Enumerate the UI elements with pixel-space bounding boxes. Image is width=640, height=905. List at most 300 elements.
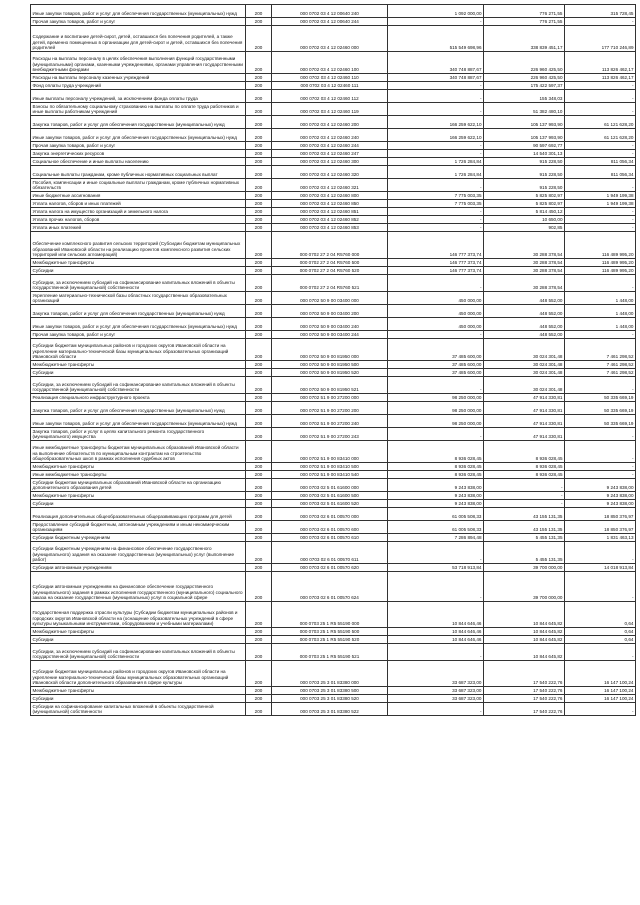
expense-name-cell: Субсидии xyxy=(31,369,246,377)
executed-amount-cell: 17 540 222,76 xyxy=(484,661,565,687)
executed-amount-cell: 47 914 330,81 xyxy=(484,394,565,402)
executed-amount-cell: 5 825 802,97 xyxy=(484,192,565,200)
executed-amount-cell: 43 155 131,35 xyxy=(484,508,565,521)
line-code-cell: 200 xyxy=(246,479,272,492)
budget-classification-code-cell: 000 0702 03 4 12 02460 111 xyxy=(272,82,388,90)
executed-amount-cell: 14 540 301,13 xyxy=(484,150,565,158)
line-code-cell: 200 xyxy=(246,492,272,500)
expense-name-cell: Фонд оплаты труда учреждений xyxy=(31,82,246,90)
line-code-cell: 200 xyxy=(246,259,272,267)
table-row xyxy=(31,52,636,74)
executed-amount-cell: 47 914 330,81 xyxy=(484,415,565,428)
budget-classification-code-cell: 000 0702 03 4 12 02460 852 xyxy=(272,216,388,224)
executed-amount-cell: 915 228,50 xyxy=(484,158,565,166)
executed-amount-cell: 338 839 451,17 xyxy=(484,26,565,52)
line-code-cell: 200 xyxy=(246,463,272,471)
executed-amount-cell: 30 024 301,48 xyxy=(484,339,565,361)
table-row xyxy=(31,267,636,275)
expense-name-cell: Иные закупки товаров, работ и услуг для обеспечения государственных (муниципальных) нужд xyxy=(31,318,246,331)
table-row xyxy=(31,369,636,377)
approved-amount-cell: 146 777 373,74 xyxy=(388,259,484,267)
table-row xyxy=(31,402,636,415)
executed-amount-cell: 17 540 222,76 xyxy=(484,687,565,695)
line-code-cell: 200 xyxy=(246,703,272,716)
line-code-cell: 200 xyxy=(246,644,272,661)
budget-classification-code-cell: 000 0702 03 4 12 02460 240 xyxy=(272,129,388,142)
table-row xyxy=(31,463,636,471)
expense-name-cell: Иные закупки товаров, работ и услуг для обеспечения государственных (муниципальных) нужд xyxy=(31,415,246,428)
line-code-cell: 200 xyxy=(246,361,272,369)
approved-amount-cell: 9 243 838,00 xyxy=(388,479,484,492)
line-code-cell: 200 xyxy=(246,471,272,479)
unexecuted-amount-cell: 1 448,00 xyxy=(565,305,636,318)
executed-amount-cell: 8 936 028,45 xyxy=(484,463,565,471)
line-code-cell: 200 xyxy=(246,369,272,377)
table-row xyxy=(31,259,636,267)
unexecuted-amount-cell: 116 489 995,20 xyxy=(565,259,636,267)
approved-amount-cell: 146 777 373,74 xyxy=(388,267,484,275)
unexecuted-amount-cell: - xyxy=(565,103,636,116)
approved-amount-cell: - xyxy=(388,208,484,216)
budget-classification-code-cell: 000 0702 27 2 04 R5760 521 xyxy=(272,275,388,292)
table-row xyxy=(31,687,636,695)
budget-classification-code-cell: 000 0703 25 3 01 83380 000 xyxy=(272,661,388,687)
expense-name-cell: Иные бюджетные ассигнования xyxy=(31,192,246,200)
approved-amount-cell: 33 687 323,00 xyxy=(388,695,484,703)
approved-amount-cell: 9 243 838,00 xyxy=(388,500,484,508)
executed-amount-cell: 776 271,55 xyxy=(484,5,565,18)
approved-amount-cell: - xyxy=(388,150,484,158)
unexecuted-amount-cell: 9 243 838,00 xyxy=(565,479,636,492)
expense-name-cell: Субсидии xyxy=(31,636,246,644)
approved-amount-cell: 98 250 000,00 xyxy=(388,394,484,402)
table-row xyxy=(31,5,636,18)
table-row xyxy=(31,534,636,542)
unexecuted-amount-cell: 1 448,00 xyxy=(565,292,636,305)
expense-name-cell: Субсидии xyxy=(31,500,246,508)
budget-classification-code-cell: 000 0703 02 6 01 00570 610 xyxy=(272,534,388,542)
unexecuted-amount-cell: - xyxy=(565,471,636,479)
unexecuted-amount-cell: - xyxy=(565,703,636,716)
line-code-cell: 200 xyxy=(246,5,272,18)
executed-amount-cell: 30 024 301,48 xyxy=(484,361,565,369)
expense-name-cell: Предоставление субсидий бюджетным, автономным учреждениям и иным некоммерческим организациям xyxy=(31,521,246,534)
expense-name-cell: Реализация дополнительных общеобразовательных общеразвивающих программ для детей xyxy=(31,508,246,521)
unexecuted-amount-cell: 116 489 995,20 xyxy=(565,267,636,275)
budget-classification-code-cell: 000 0702 51 9 00 83410 540 xyxy=(272,471,388,479)
table-row xyxy=(31,361,636,369)
unexecuted-amount-cell: - xyxy=(565,542,636,564)
unexecuted-amount-cell: - xyxy=(565,142,636,150)
approved-amount-cell: 1 726 284,84 xyxy=(388,166,484,179)
budget-classification-code-cell: 000 0702 03 4 12 02460 100 xyxy=(272,52,388,74)
executed-amount-cell: 30 024 301,48 xyxy=(484,377,565,394)
table-row xyxy=(31,18,636,26)
executed-amount-cell: 30 288 378,54 xyxy=(484,232,565,259)
expense-name-cell: Взносы по обязательному социальному страхованию на выплаты по оплате труда работников и иные выплаты работникам учреждений xyxy=(31,103,246,116)
unexecuted-amount-cell: 0,64 xyxy=(565,636,636,644)
budget-classification-code-cell: 000 0702 51 9 00 27200 000 xyxy=(272,394,388,402)
approved-amount-cell: 10 844 646,46 xyxy=(388,602,484,628)
executed-amount-cell: 10 844 645,82 xyxy=(484,636,565,644)
expense-name-cell: Иные закупки товаров, работ и услуг для обеспечения государственных (муниципальных) нужд xyxy=(31,129,246,142)
approved-amount-cell: - xyxy=(388,82,484,90)
expense-name-cell: Субсидии бюджетам муниципальных образований Ивановской области на организацию дополнительного образования детей xyxy=(31,479,246,492)
budget-classification-code-cell: 000 0702 03 4 12 02460 300 xyxy=(272,158,388,166)
approved-amount-cell: 450 000,00 xyxy=(388,318,484,331)
approved-amount-cell: 53 718 913,84 xyxy=(388,564,484,572)
expense-name-cell: Закупка товаров, работ и услуг для обеспечения государственных (муниципальных) нужд xyxy=(31,305,246,318)
expense-name-cell: Прочая закупка товаров, работ и услуг xyxy=(31,142,246,150)
approved-amount-cell: - xyxy=(388,428,484,441)
expense-name-cell: Расходы на выплаты персоналу в целях обеспечения выполнения функций государственными (муниципальными) органами, казенными учреждениями, органами управления государственными внебюджетными фондами xyxy=(31,52,246,74)
budget-classification-code-cell: 000 0703 25 1 R5 55190 521 xyxy=(272,644,388,661)
unexecuted-amount-cell: - xyxy=(565,463,636,471)
approved-amount-cell: 61 005 508,33 xyxy=(388,521,484,534)
expense-name-cell: Прочая закупка товаров, работ и услуг xyxy=(31,18,246,26)
unexecuted-amount-cell: 113 826 462,17 xyxy=(565,52,636,74)
unexecuted-amount-cell: 9 243 838,00 xyxy=(565,492,636,500)
approved-amount-cell: - xyxy=(388,18,484,26)
table-row xyxy=(31,318,636,331)
approved-amount-cell: 8 936 028,45 xyxy=(388,441,484,463)
table-row xyxy=(31,508,636,521)
line-code-cell: 200 xyxy=(246,602,272,628)
expense-name-cell: Межбюджетные трансферты xyxy=(31,492,246,500)
budget-classification-code-cell: 000 0703 02 6 01 00570 000 xyxy=(272,508,388,521)
line-code-cell: 200 xyxy=(246,26,272,52)
budget-classification-code-cell: 000 0703 25 1 R5 55190 500 xyxy=(272,628,388,636)
budget-classification-code-cell: 000 0702 50 9 00 03400 244 xyxy=(272,331,388,339)
line-code-cell: 200 xyxy=(246,394,272,402)
line-code-cell: 200 xyxy=(246,402,272,415)
unexecuted-amount-cell: 50 335 669,19 xyxy=(565,415,636,428)
expense-name-cell: Субсидии бюджетным учреждениям xyxy=(31,534,246,542)
expense-name-cell: Закупка товаров, работ и услуг для обеспечения государственных (муниципальных) нужд xyxy=(31,402,246,415)
unexecuted-amount-cell: - xyxy=(565,216,636,224)
line-code-cell: 200 xyxy=(246,441,272,463)
budget-execution-table xyxy=(30,4,636,716)
table-row xyxy=(31,661,636,687)
executed-amount-cell: 448 552,00 xyxy=(484,292,565,305)
expense-name-cell: Уплата прочих налогов, сборов xyxy=(31,216,246,224)
budget-classification-code-cell: 000 0702 03 4 12 02460 800 xyxy=(272,192,388,200)
line-code-cell: 200 xyxy=(246,192,272,200)
table-row xyxy=(31,74,636,82)
executed-amount-cell: 51 382 480,10 xyxy=(484,103,565,116)
unexecuted-amount-cell: - xyxy=(565,150,636,158)
approved-amount-cell: 37 485 600,00 xyxy=(388,339,484,361)
unexecuted-amount-cell: 7 461 298,52 xyxy=(565,361,636,369)
table-row xyxy=(31,471,636,479)
budget-classification-code-cell: 000 0702 50 9 00 03400 000 xyxy=(272,292,388,305)
table-row xyxy=(31,394,636,402)
budget-classification-code-cell: 000 0702 27 2 04 R5760 500 xyxy=(272,259,388,267)
line-code-cell: 200 xyxy=(246,572,272,602)
expense-name-cell: Иные межбюджетные трансферты бюджетам муниципальных образований Ивановской области на выполнение обязательств по муниципальным контрактам на строительство общеобразовательных школ в рамках исполнения судебных актов xyxy=(31,441,246,463)
unexecuted-amount-cell: 7 461 298,52 xyxy=(565,339,636,361)
unexecuted-amount-cell: 116 489 995,20 xyxy=(565,232,636,259)
budget-classification-code-cell: 000 0703 02 6 01 00570 620 xyxy=(272,564,388,572)
line-code-cell: 200 xyxy=(246,542,272,564)
table-row xyxy=(31,377,636,394)
line-code-cell: 200 xyxy=(246,216,272,224)
budget-classification-code-cell: 000 0703 02 6 01 00570 624 xyxy=(272,572,388,602)
unexecuted-amount-cell: 18 850 376,97 xyxy=(565,508,636,521)
approved-amount-cell: 340 748 887,67 xyxy=(388,52,484,74)
budget-classification-code-cell: 000 0702 03 4 12 02460 200 xyxy=(272,116,388,129)
unexecuted-amount-cell: 315 728,45 xyxy=(565,5,636,18)
approved-amount-cell: - xyxy=(388,542,484,564)
executed-amount-cell: 30 024 301,48 xyxy=(484,369,565,377)
expense-name-cell: Субсидии, за исключением субсидий на софинансирование капитальных вложений в объекты государственной (муниципальной) собственности xyxy=(31,377,246,394)
expense-name-cell: Субсидии на софинансирование капитальных вложений в объекты государственной (муниципальной) собственности xyxy=(31,703,246,716)
line-code-cell: 200 xyxy=(246,534,272,542)
table-row xyxy=(31,275,636,292)
executed-amount-cell: 5 455 131,35 xyxy=(484,542,565,564)
executed-amount-cell: 43 155 131,35 xyxy=(484,521,565,534)
budget-classification-code-cell: 000 0702 50 9 00 81950 521 xyxy=(272,377,388,394)
line-code-cell: 200 xyxy=(246,52,272,74)
unexecuted-amount-cell: - xyxy=(565,331,636,339)
line-code-cell: 200 xyxy=(246,508,272,521)
expense-name-cell: Пособия, компенсации и иные социальные выплаты гражданам, кроме публичных нормативных обязательств xyxy=(31,179,246,192)
table-row xyxy=(31,441,636,463)
table-row xyxy=(31,232,636,259)
approved-amount-cell: 98 250 000,00 xyxy=(388,415,484,428)
table-row xyxy=(31,521,636,534)
approved-amount-cell: 8 936 028,45 xyxy=(388,471,484,479)
unexecuted-amount-cell: - xyxy=(565,224,636,232)
table-row xyxy=(31,166,636,179)
approved-amount-cell: 1 092 000,00 xyxy=(388,5,484,18)
line-code-cell: 200 xyxy=(246,428,272,441)
unexecuted-amount-cell: 177 710 246,89 xyxy=(565,26,636,52)
approved-amount-cell: - xyxy=(388,90,484,103)
approved-amount-cell: 7 775 003,35 xyxy=(388,192,484,200)
line-code-cell: 200 xyxy=(246,500,272,508)
table-row xyxy=(31,158,636,166)
budget-classification-code-cell: 000 0702 03 4 12 02460 320 xyxy=(272,166,388,179)
unexecuted-amount-cell: 113 826 462,17 xyxy=(565,74,636,82)
approved-amount-cell: - xyxy=(388,142,484,150)
executed-amount-cell: 30 288 378,54 xyxy=(484,259,565,267)
executed-amount-cell: 5 455 131,35 xyxy=(484,534,565,542)
expense-name-cell: Закупка товаров, работ и услуг в целях капитального ремонта государственного (муниципального) имущества xyxy=(31,428,246,441)
expense-name-cell: Закупка энергетических ресурсов xyxy=(31,150,246,158)
unexecuted-amount-cell: - xyxy=(565,208,636,216)
approved-amount-cell: - xyxy=(388,103,484,116)
budget-classification-code-cell: 000 0702 50 9 00 03400 200 xyxy=(272,305,388,318)
expense-name-cell: Иные межбюджетные трансферты xyxy=(31,471,246,479)
budget-classification-code-cell: 000 0702 50 9 00 81950 520 xyxy=(272,369,388,377)
budget-classification-code-cell: 000 0702 51 9 00 27200 200 xyxy=(272,402,388,415)
table-row xyxy=(31,628,636,636)
table-row xyxy=(31,602,636,628)
table-row xyxy=(31,103,636,116)
approved-amount-cell: - xyxy=(388,703,484,716)
budget-classification-code-cell: 000 0702 03 4 12 02460 853 xyxy=(272,224,388,232)
line-code-cell: 200 xyxy=(246,695,272,703)
line-code-cell: 200 xyxy=(246,116,272,129)
budget-classification-code-cell: 000 0702 03 4 12 02460 119 xyxy=(272,103,388,116)
table-row xyxy=(31,142,636,150)
table-row xyxy=(31,331,636,339)
unexecuted-amount-cell: 0,64 xyxy=(565,628,636,636)
budget-classification-code-cell: 000 0702 51 9 00 27200 243 xyxy=(272,428,388,441)
approved-amount-cell: 10 844 646,46 xyxy=(388,628,484,636)
approved-amount-cell: - xyxy=(388,377,484,394)
budget-classification-code-cell: 000 0702 03 4 12 02460 247 xyxy=(272,150,388,158)
unexecuted-amount-cell: - xyxy=(565,82,636,90)
budget-classification-code-cell: 000 0702 50 9 00 03400 240 xyxy=(272,318,388,331)
unexecuted-amount-cell: 16 147 100,24 xyxy=(565,687,636,695)
unexecuted-amount-cell: 50 335 669,19 xyxy=(565,402,636,415)
executed-amount-cell: 10 844 645,82 xyxy=(484,602,565,628)
table-row xyxy=(31,644,636,661)
budget-classification-code-cell: 000 0703 25 3 01 83380 522 xyxy=(272,703,388,716)
approved-amount-cell: 33 687 323,00 xyxy=(388,687,484,695)
executed-amount-cell: 776 271,55 xyxy=(484,18,565,26)
executed-amount-cell: 10 844 645,82 xyxy=(484,628,565,636)
line-code-cell: 200 xyxy=(246,90,272,103)
approved-amount-cell: 10 844 646,46 xyxy=(388,636,484,644)
approved-amount-cell: 9 243 838,00 xyxy=(388,492,484,500)
executed-amount-cell: 17 540 222,76 xyxy=(484,695,565,703)
line-code-cell: 200 xyxy=(246,292,272,305)
line-code-cell: 200 xyxy=(246,339,272,361)
expense-name-cell: Реализация специального инфраструктурного проекта xyxy=(31,394,246,402)
line-code-cell: 200 xyxy=(246,636,272,644)
expense-name-cell: Субсидии бюджетным учреждениям на финансовое обеспечение государственного (муниципального) задания на оказание государственных (муниципальных) услуг (выполнение работ) xyxy=(31,542,246,564)
line-code-cell: 200 xyxy=(246,305,272,318)
table-row xyxy=(31,129,636,142)
line-code-cell: 200 xyxy=(246,129,272,142)
budget-classification-code-cell: 000 0703 02 6 01 00570 611 xyxy=(272,542,388,564)
line-code-cell: 200 xyxy=(246,687,272,695)
table-row xyxy=(31,200,636,208)
executed-amount-cell: 175 422 597,37 xyxy=(484,82,565,90)
table-row xyxy=(31,305,636,318)
unexecuted-amount-cell: - xyxy=(565,90,636,103)
approved-amount-cell: 166 259 622,10 xyxy=(388,116,484,129)
approved-amount-cell: 33 687 323,00 xyxy=(388,661,484,687)
budget-classification-code-cell: 000 0702 50 9 00 81950 000 xyxy=(272,339,388,361)
expense-name-cell: Субсидии, за исключением субсидий на софинансирование капитальных вложений в объекты государственной (муниципальной) собственности xyxy=(31,644,246,661)
unexecuted-amount-cell: 1 949 199,38 xyxy=(565,200,636,208)
table-row xyxy=(31,292,636,305)
table-row xyxy=(31,500,636,508)
budget-classification-code-cell: 000 0703 02 5 01 61600 000 xyxy=(272,479,388,492)
expense-name-cell: Межбюджетные трансферты xyxy=(31,361,246,369)
line-code-cell: 200 xyxy=(246,208,272,216)
line-code-cell: 200 xyxy=(246,103,272,116)
expense-name-cell: Расходы на выплаты персоналу казенных учреждений xyxy=(31,74,246,82)
table-body xyxy=(31,5,636,716)
table-row xyxy=(31,339,636,361)
table-row xyxy=(31,26,636,52)
executed-amount-cell: 10 650,00 xyxy=(484,216,565,224)
unexecuted-amount-cell: 61 121 628,20 xyxy=(565,129,636,142)
budget-classification-code-cell: 000 0702 50 9 00 81950 500 xyxy=(272,361,388,369)
unexecuted-amount-cell: - xyxy=(565,377,636,394)
approved-amount-cell: - xyxy=(388,331,484,339)
table-row xyxy=(31,695,636,703)
line-code-cell: 200 xyxy=(246,267,272,275)
approved-amount-cell: 37 485 600,00 xyxy=(388,361,484,369)
unexecuted-amount-cell: 1 448,00 xyxy=(565,318,636,331)
approved-amount-cell: - xyxy=(388,572,484,602)
unexecuted-amount-cell: 16 147 100,24 xyxy=(565,695,636,703)
executed-amount-cell: 39 700 000,00 xyxy=(484,564,565,572)
table-row xyxy=(31,116,636,129)
budget-classification-code-cell: 000 0702 03 4 12 02460 000 xyxy=(272,26,388,52)
unexecuted-amount-cell: 1 831 463,13 xyxy=(565,534,636,542)
approved-amount-cell: 450 000,00 xyxy=(388,305,484,318)
table-row xyxy=(31,82,636,90)
executed-amount-cell: 10 844 645,82 xyxy=(484,644,565,661)
unexecuted-amount-cell: - xyxy=(565,275,636,292)
executed-amount-cell: 30 288 378,54 xyxy=(484,267,565,275)
budget-classification-code-cell: 000 0702 03 4 12 00640 244 xyxy=(272,18,388,26)
expense-name-cell: Субсидии, за исключением субсидий на софинансирование капитальных вложений в объекты государственной (муниципальной) собственности xyxy=(31,275,246,292)
expense-name-cell: Межбюджетные трансферты xyxy=(31,463,246,471)
unexecuted-amount-cell: 1 949 199,38 xyxy=(565,192,636,200)
approved-amount-cell: 515 549 698,96 xyxy=(388,26,484,52)
expense-name-cell: Субсидии xyxy=(31,695,246,703)
approved-amount-cell: - xyxy=(388,275,484,292)
table-row xyxy=(31,224,636,232)
expense-name-cell: Иные выплаты персоналу учреждений, за исключением фонда оплаты труда xyxy=(31,90,246,103)
table-row xyxy=(31,703,636,716)
approved-amount-cell: - xyxy=(388,644,484,661)
executed-amount-cell: 5 825 802,97 xyxy=(484,200,565,208)
line-code-cell: 200 xyxy=(246,150,272,158)
unexecuted-amount-cell: 811 056,34 xyxy=(565,158,636,166)
unexecuted-amount-cell: 16 147 100,24 xyxy=(565,661,636,687)
approved-amount-cell: 450 000,00 xyxy=(388,292,484,305)
table-row xyxy=(31,542,636,564)
budget-classification-code-cell: 000 0702 03 4 12 02460 851 xyxy=(272,208,388,216)
executed-amount-cell: - xyxy=(484,500,565,508)
table-row xyxy=(31,179,636,192)
unexecuted-amount-cell: 9 243 838,00 xyxy=(565,500,636,508)
executed-amount-cell: 8 936 028,45 xyxy=(484,471,565,479)
unexecuted-amount-cell: 18 850 376,97 xyxy=(565,521,636,534)
expense-name-cell: Субсидии бюджетам муниципальных районов и городских округов Ивановской области на укрепление материально-технической базы муниципальных образовательных организаций Ивановской области xyxy=(31,339,246,361)
executed-amount-cell: 5 814 450,12 xyxy=(484,208,565,216)
approved-amount-cell: 166 259 622,10 xyxy=(388,129,484,142)
approved-amount-cell: 7 286 894,48 xyxy=(388,534,484,542)
budget-classification-code-cell: 000 0702 03 4 12 00640 240 xyxy=(272,5,388,18)
executed-amount-cell: - xyxy=(484,479,565,492)
executed-amount-cell: 8 936 028,45 xyxy=(484,441,565,463)
unexecuted-amount-cell: - xyxy=(565,441,636,463)
expense-name-cell: Уплата налогов, сборов и иных платежей xyxy=(31,200,246,208)
expense-name-cell: Социальное обеспечение и иные выплаты населению xyxy=(31,158,246,166)
executed-amount-cell: 155 348,03 xyxy=(484,90,565,103)
budget-classification-code-cell: 000 0703 25 1 R5 55190 520 xyxy=(272,636,388,644)
budget-classification-code-cell: 000 0703 02 5 01 61600 500 xyxy=(272,492,388,500)
executed-amount-cell: 448 552,00 xyxy=(484,331,565,339)
unexecuted-amount-cell: 50 335 669,19 xyxy=(565,394,636,402)
executed-amount-cell: 105 137 993,90 xyxy=(484,116,565,129)
expense-name-cell: Иные закупки товаров, работ и услуг для обеспечения государственных (муниципальных) нужд xyxy=(31,5,246,18)
executed-amount-cell: 105 137 993,90 xyxy=(484,129,565,142)
line-code-cell: 200 xyxy=(246,179,272,192)
approved-amount-cell: 37 485 600,00 xyxy=(388,369,484,377)
expense-name-cell: Государственная поддержка отрасли культуры (Субсидии бюджетам муниципальных районов и городских округов Ивановской области на (оснащение образовательных учреждений в сфере культуры музыкальными инструментами, оборудованием и учебными материалами) xyxy=(31,602,246,628)
